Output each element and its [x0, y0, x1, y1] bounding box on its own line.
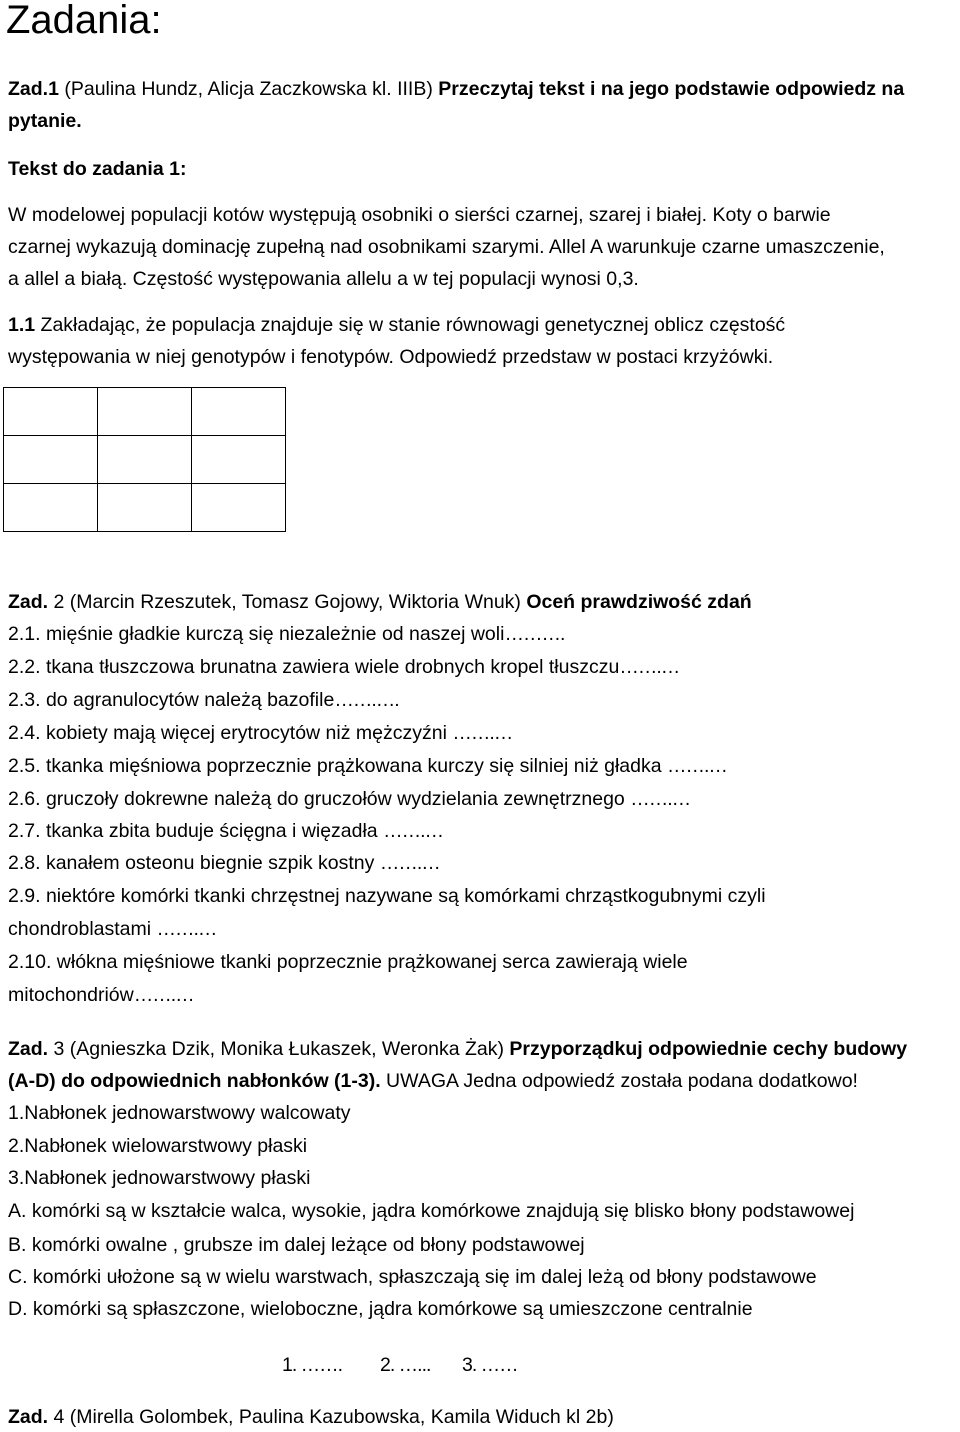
punnett-grid [3, 387, 286, 532]
zad2-item: 2.4. kobiety mają więcej erytrocytów niż mężczyźni …….… [8, 722, 513, 744]
answer-blank[interactable]: …….… [452, 722, 513, 744]
zad3-label: Zad. [8, 1038, 49, 1060]
zad1-text-heading: Tekst do zadania 1: [8, 158, 187, 180]
zad2-instruction: Oceń prawdziwość zdań [526, 591, 752, 613]
grid-cell[interactable] [4, 484, 98, 532]
answer-blank[interactable]: …….… [619, 656, 680, 678]
answer-blank[interactable]: …….… [667, 755, 727, 777]
zad2-item: 2.1. mięśnie gładkie kurczą się niezależnie od naszej woli………. [8, 623, 565, 645]
zad3-instruction-cont: (A-D) do odpowiednich nabłonków (1-3). [8, 1070, 381, 1092]
zad3-note: UWAGA Jedna odpowiedź została podana dodatkowo! [380, 1070, 858, 1092]
zad1-text-line: czarnej wykazują dominację zupełną nad osobnikami szarymi. Allel A warunkuje czarne umaszczenie, [8, 236, 885, 258]
zad1-text-line: W modelowej populacji kotów występują osobniki o sierści czarnej, szarej i białej. Koty o barwie [8, 204, 831, 226]
zad4-header [8, 1404, 614, 1430]
zad2-item-cont: chondroblastami …….… [8, 918, 217, 940]
zad2-item: 2.8. kanałem osteonu biegnie szpik kostny …….… [8, 852, 440, 874]
zad3-answer-blank[interactable]: 1. ……. [282, 1354, 343, 1376]
zad4-authors: (Mirella Golombek, Paulina Kazubowska, Kamila Widuch kl 2b) [64, 1406, 614, 1428]
zad3-line: B. komórki owalne , grubsze im dalej leżące od błony podstawowej [8, 1234, 585, 1256]
zad2-item: 2.5. tkanka mięśniowa poprzecznie prążkowana kurczy się silniej niż gładka …….… [8, 755, 727, 777]
answer-blank[interactable]: ………. [504, 623, 565, 645]
zad1-question-cont: występowania w niej genotypów i fenotypów. Odpowiedź przedstaw w postaci krzyżówki. [8, 346, 774, 368]
zad3-header-cont [8, 1068, 858, 1094]
zad2-item: 2.3. do agranulocytów należą bazofile…….…. [8, 689, 399, 711]
zad3-header [8, 1036, 907, 1062]
zad3-instruction: Przyporządkuj odpowiednie cechy budowy [509, 1038, 908, 1060]
zad3-num: 3 [48, 1038, 65, 1060]
zad3-authors: (Agnieszka Dzik, Monika Łukaszek, Weronka Żak) [64, 1038, 510, 1060]
grid-cell[interactable] [98, 484, 192, 532]
zad2-item-cont: mitochondriów…….… [8, 984, 194, 1006]
zad2-item: 2.6. gruczoły dokrewne należą do gruczołów wydzielania zewnętrznego …….… [8, 788, 691, 810]
zad3-answer-blank[interactable]: 3. …… [462, 1354, 518, 1376]
answer-blank[interactable]: …….… [156, 918, 217, 940]
zad2-item: 2.7. tkanka zbita buduje ścięgna i więzadła …….… [8, 820, 443, 842]
zad1-authors: (Paulina Hundz, Alicja Zaczkowska kl. IIIB) [58, 78, 439, 100]
zad2-label: Zad. [8, 591, 49, 613]
zad1-text-line: a allel a białą. Częstość występowania allelu a w tej populacji wynosi 0,3. [8, 268, 639, 290]
grid-cell[interactable] [98, 388, 192, 436]
zad3-line: C. komórki ułożone są w wielu warstwach, spłaszczają się im dalej leżą od błony podstawowe [8, 1266, 817, 1288]
zad1-question-text: Zakładając, że populacja znajduje się w stanie równowagi genetycznej oblicz częstość [35, 314, 786, 336]
answer-blank[interactable]: …….…. [334, 689, 399, 711]
zad1-instruction-cont: pytanie. [8, 110, 82, 132]
zad3-line: 3.Nabłonek jednowarstwowy płaski [8, 1167, 311, 1189]
zad1-header [8, 76, 904, 102]
grid-cell[interactable] [4, 436, 98, 484]
zad2-num: 2 [48, 591, 65, 613]
zad2-item: 2.10. włókna mięśniowe tkanki poprzecznie prążkowanej serca zawierają wiele [8, 951, 688, 973]
answer-blank[interactable]: …….… [379, 852, 440, 874]
zad3-answer-blank[interactable]: 2. …... [380, 1354, 431, 1376]
zad2-item: 2.2. tkana tłuszczowa brunatna zawiera wiele drobnych kropel tłuszczu…….… [8, 656, 680, 678]
grid-cell[interactable] [192, 388, 286, 436]
zad2-authors: (Marcin Rzeszutek, Tomasz Gojowy, Wiktoria Wnuk) [64, 591, 527, 613]
zad1-question-label: 1.1 [8, 314, 36, 336]
zad1-instruction: Przeczytaj tekst i na jego podstawie odpowiedz na [438, 78, 905, 100]
zad3-line: D. komórki są spłaszczone, wieloboczne, jądra komórkowe są umieszczone centralnie [8, 1298, 753, 1320]
grid-cell[interactable] [192, 484, 286, 532]
zad2-header [8, 589, 752, 615]
page-title: Zadania: [6, 0, 162, 42]
zad1-label: Zad.1 [8, 78, 59, 100]
answer-blank[interactable]: …….… [133, 984, 194, 1006]
zad4-num: 4 [48, 1406, 65, 1428]
grid-cell[interactable] [192, 436, 286, 484]
zad3-line: 1.Nabłonek jednowarstwowy walcowaty [8, 1102, 351, 1124]
zad4-label: Zad. [8, 1406, 49, 1428]
zad3-line: 2.Nabłonek wielowarstwowy płaski [8, 1135, 308, 1157]
answer-blank[interactable]: …….… [630, 788, 691, 810]
grid-cell[interactable] [98, 436, 192, 484]
zad3-line: A. komórki są w kształcie walca, wysokie, jądra komórkowe znajdują się blisko błony podstawowej [8, 1200, 855, 1222]
zad2-item: 2.9. niektóre komórki tkanki chrzęstnej nazywane są komórkami chrząstkogubnymi czyli [8, 885, 766, 907]
grid-cell[interactable] [4, 388, 98, 436]
zad1-question [8, 312, 785, 338]
answer-blank[interactable]: …….… [383, 820, 443, 842]
